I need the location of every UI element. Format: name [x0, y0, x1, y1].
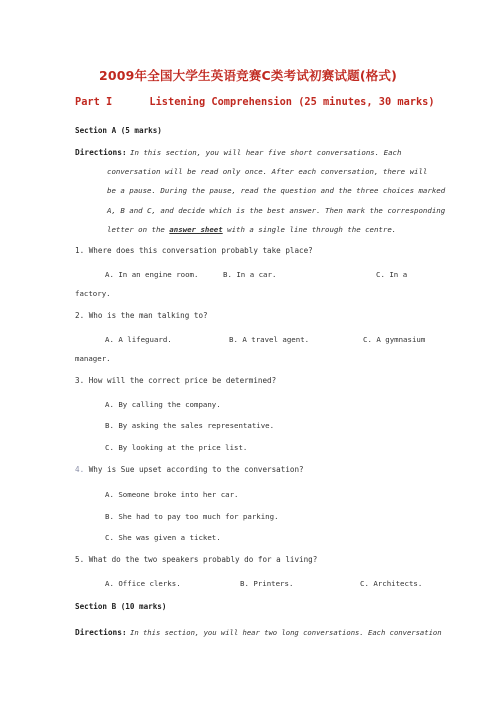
option-b: B. In a car.: [223, 270, 277, 279]
question-2: [75, 311, 208, 320]
option-b: B. Printers.: [240, 579, 294, 588]
option-c: C. Architects.: [360, 579, 423, 588]
question-text: Where does this conversation probably take place?: [88, 246, 313, 255]
section-b-directions-label: Directions:: [75, 628, 127, 637]
question-3: [75, 376, 276, 385]
option-c: C. She was given a ticket.: [105, 533, 221, 542]
option-a: A. Someone broke into her car.: [105, 490, 239, 499]
question-number: 5.: [75, 555, 85, 564]
option-c: C. A gymnasium: [363, 335, 426, 344]
question-number: 1.: [75, 246, 85, 255]
directions-line: conversation will be read only once. After each conversation, there will: [107, 167, 428, 176]
option-b: B. By asking the sales representative.: [105, 421, 275, 430]
question-1: [75, 246, 313, 255]
question-text: Who is the man talking to?: [88, 311, 208, 320]
question-number: 4.: [75, 465, 85, 474]
question-number: 3.: [75, 376, 85, 385]
part-title: Listening Comprehension (25 minutes, 30 marks): [149, 96, 435, 108]
option-c-wrap: factory.: [75, 289, 111, 298]
question-4: [75, 465, 304, 474]
option-a: A. By calling the company.: [105, 400, 221, 409]
section-b-heading: Section B (10 marks): [75, 602, 167, 611]
directions-text: with a single line through the centre.: [222, 225, 397, 234]
question-text: What do the two speakers probably do for a living?: [88, 555, 318, 564]
directions-line: In this section, you will hear two long conversations. Each conversation: [130, 628, 442, 637]
directions-text: letter on the: [107, 225, 170, 234]
directions-line-last: [107, 225, 396, 234]
question-number: 2.: [75, 311, 85, 320]
option-b: B. A travel agent.: [229, 335, 310, 344]
page-title: 2009年全国大学生英语竞赛C类考试初赛试题(格式): [98, 68, 398, 83]
part-heading: [75, 96, 435, 108]
directions-line: be a pause. During the pause, read the question and the three choices marked: [107, 186, 446, 195]
question-text: Why is Sue upset according to the conversation?: [88, 465, 304, 474]
directions-line: A, B and C, and decide which is the best answer. Then mark the corresponding: [107, 206, 446, 215]
section-a-heading: Section A (5 marks): [75, 126, 162, 135]
option-a: A. Office clerks.: [105, 579, 181, 588]
question-5: [75, 555, 317, 564]
answer-sheet-emphasis: answer sheet: [169, 225, 223, 234]
option-c-wrap: manager.: [75, 354, 111, 363]
option-a: A. A lifeguard.: [105, 335, 172, 344]
option-a: A. In an engine room.: [105, 270, 199, 279]
option-c: C. By looking at the price list.: [105, 443, 248, 452]
section-a-directions-label: Directions:: [75, 148, 127, 157]
part-label: Part I: [75, 96, 113, 108]
option-c: C. In a: [376, 270, 408, 279]
directions-line: In this section, you will hear five short conversations. Each: [130, 148, 402, 157]
option-b: B. She had to pay too much for parking.: [105, 512, 279, 521]
question-text: How will the correct price be determined?: [88, 376, 277, 385]
